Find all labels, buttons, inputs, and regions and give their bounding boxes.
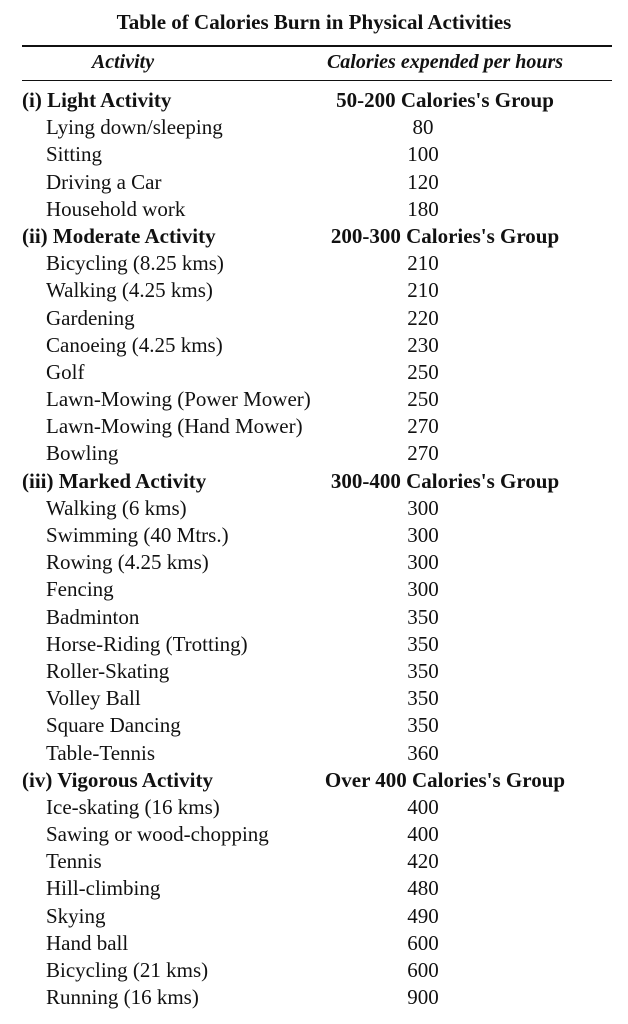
table-row <box>0 740 628 767</box>
activity-name: Bicycling (8.25 kms) <box>46 251 224 276</box>
table-row <box>0 604 628 631</box>
activity-name: Lawn-Mowing (Power Mower) <box>46 387 311 412</box>
activity-name: Sitting <box>46 142 103 167</box>
calories-value: 350 <box>407 713 439 738</box>
table-row <box>0 277 628 304</box>
group-row <box>0 468 628 495</box>
table-row <box>0 821 628 848</box>
activity-name: Lying down/sleeping <box>46 115 223 140</box>
calories-value: 270 <box>407 441 439 466</box>
calories-value: 600 <box>407 930 439 955</box>
table-row <box>0 141 628 168</box>
table-row <box>0 549 628 576</box>
calories-value: 300 <box>407 577 439 602</box>
table-row <box>0 984 628 1011</box>
calories-value: 80 <box>412 115 434 140</box>
header-activity: Activity <box>91 51 155 73</box>
calories-value: 400 <box>407 794 439 819</box>
table-row <box>0 576 628 603</box>
calories-value: 350 <box>407 631 439 656</box>
activity-name: Skying <box>46 903 106 928</box>
calories-value: 400 <box>407 822 439 847</box>
table-row <box>0 386 628 413</box>
activity-name: Ice-skating (16 kms) <box>46 794 220 819</box>
calories-value: 490 <box>407 903 439 928</box>
group-label: (iv) Vigorous Activity <box>22 767 213 792</box>
calories-value: 300 <box>407 550 439 575</box>
activity-name: Hand ball <box>46 930 129 955</box>
calories-value: 250 <box>407 359 439 384</box>
calories-value: 250 <box>407 387 439 412</box>
table-row <box>0 903 628 930</box>
calories-value: 300 <box>407 495 439 520</box>
table-row <box>0 359 628 386</box>
table-row <box>0 957 628 984</box>
calories-value: 100 <box>407 142 439 167</box>
table-row <box>0 440 628 467</box>
calories-value: 270 <box>407 414 439 439</box>
activity-name: Gardening <box>46 305 135 330</box>
group-label: (ii) Moderate Activity <box>22 223 216 248</box>
table-row <box>0 196 628 223</box>
header-calories: Calories expended per hours <box>326 51 564 73</box>
group-row <box>0 767 628 794</box>
calories-value: 350 <box>407 686 439 711</box>
activity-name: Swimming (40 Mtrs.) <box>46 523 229 547</box>
activity-name: Canoeing (4.25 kms) <box>46 332 223 357</box>
calories-value: 210 <box>407 251 439 276</box>
table-row <box>0 413 628 440</box>
calories-value: 480 <box>407 876 439 901</box>
activity-name: Volley Ball <box>46 686 141 711</box>
activity-name: Horse-Riding (Trotting) <box>46 631 248 656</box>
table-row <box>0 522 628 549</box>
calories-value: 420 <box>407 849 439 874</box>
table-row <box>0 685 628 712</box>
table-row <box>0 848 628 875</box>
table-row <box>0 495 628 522</box>
table-header <box>0 47 628 77</box>
calories-value: 900 <box>407 985 439 1010</box>
activity-name: Golf <box>46 359 85 384</box>
calories-value: 230 <box>407 332 439 357</box>
activity-name: Roller-Skating <box>46 658 170 683</box>
calories-value: 180 <box>407 196 439 221</box>
calories-value: 350 <box>407 658 439 683</box>
calories-value: 600 <box>407 958 439 982</box>
activity-name: Driving a Car <box>46 169 162 194</box>
activity-name: Running (16 kms) <box>46 985 199 1010</box>
calories-value: 300 <box>407 523 439 547</box>
table-row <box>0 712 628 739</box>
group-label: (i) Light Activity <box>22 88 172 112</box>
calories-value: 360 <box>407 740 439 765</box>
activity-name: Walking (6 kms) <box>46 495 187 520</box>
group-range: Over 400 Calories's Group <box>324 767 566 792</box>
calories-value: 350 <box>407 604 439 629</box>
activity-name: Sawing or wood-chopping <box>46 822 269 847</box>
header-rule <box>22 80 612 81</box>
table-title: Table of Calories Burn in Physical Activities <box>116 10 512 34</box>
table-body <box>0 87 628 1011</box>
calories-value: 210 <box>407 278 439 303</box>
group-range: 200-300 Calories's Group <box>330 223 560 248</box>
table-row <box>0 875 628 902</box>
group-row <box>0 223 628 250</box>
table-row <box>0 114 628 141</box>
activity-name: Household work <box>46 196 186 221</box>
activity-name: Bicycling (21 kms) <box>46 958 209 982</box>
group-row <box>0 87 628 114</box>
activity-name: Walking (4.25 kms) <box>46 278 213 303</box>
calories-value: 220 <box>407 305 439 330</box>
table-row <box>0 250 628 277</box>
table-row <box>0 658 628 685</box>
activity-name: Badminton <box>46 604 140 629</box>
table-row <box>0 305 628 332</box>
activity-name: Tennis <box>46 849 102 874</box>
table-row <box>0 169 628 196</box>
table-row <box>0 631 628 658</box>
activity-name: Rowing (4.25 kms) <box>46 550 209 575</box>
table-row <box>0 930 628 957</box>
table-row <box>0 794 628 821</box>
activity-name: Table-Tennis <box>46 740 156 765</box>
group-range: 50-200 Calories's Group <box>336 88 554 112</box>
calories-value: 120 <box>407 169 439 194</box>
activity-name: Fencing <box>46 577 114 602</box>
activity-name: Bowling <box>46 441 119 466</box>
group-range: 300-400 Calories's Group <box>330 468 560 493</box>
activity-name: Square Dancing <box>46 713 181 738</box>
table-row <box>0 332 628 359</box>
group-label: (iii) Marked Activity <box>22 468 207 493</box>
activity-name: Hill-climbing <box>46 876 161 901</box>
activity-name: Lawn-Mowing (Hand Mower) <box>46 414 303 439</box>
